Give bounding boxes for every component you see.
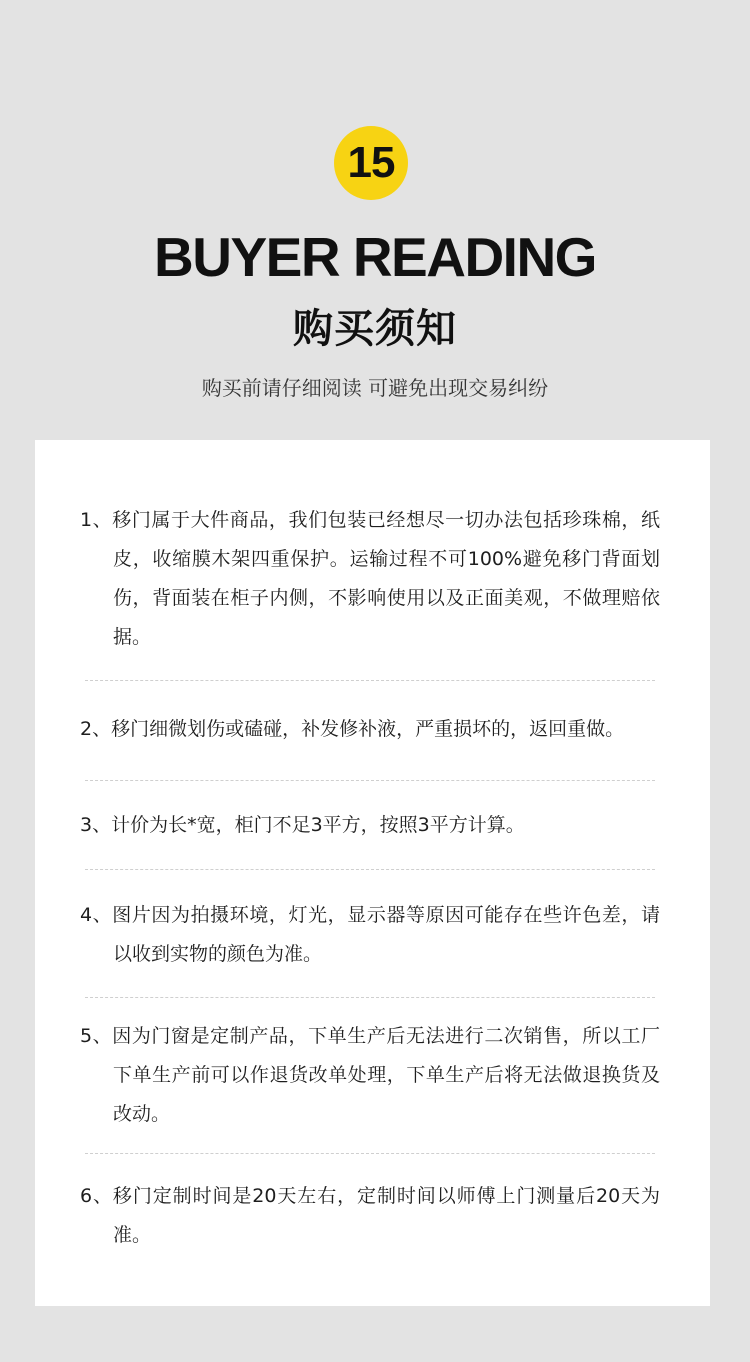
notice-item-2: 2、移门细微划伤或磕碰，补发修补液，严重损坏的，返回重做。 (80, 718, 625, 740)
notice-item-4: 4、图片因为拍摄环境，灯光，显示器等原因可能存在些许色差，请以收到实物的颜色为准。 (80, 904, 660, 965)
section-number-badge (334, 126, 408, 200)
notice-divider (85, 680, 655, 681)
notice-item-6: 6、移门定制时间是20天左右，定制时间以师傅上门测量后20天为准。 (80, 1185, 660, 1246)
notice-card (35, 440, 710, 1306)
notice-divider (85, 780, 655, 781)
notice-divider (85, 869, 655, 870)
notice-divider (85, 1153, 655, 1154)
page-title-chinese: 购买须知 (293, 306, 457, 352)
notice-item-1: 1、移门属于大件商品，我们包装已经想尽一切办法包括珍珠棉，纸皮，收缩膜木架四重保护。运输过程不可100%避免移门背面划伤，背面装在柜子内侧，不影响使用以及正面美观，不做理赔依据。 (80, 509, 660, 648)
section-number: 15 (347, 138, 395, 187)
page-subtitle: 购买前请仔细阅读 可避免出现交易纠纷 (201, 376, 549, 400)
notice-item-5: 5、因为门窗是定制产品，下单生产后无法进行二次销售，所以工厂下单生产前可以作退货改单处理，下单生产后将无法做退换货及改动。 (80, 1025, 660, 1125)
notice-divider (85, 997, 655, 998)
notice-item-3: 3、计价为长*宽，柜门不足3平方，按照3平方计算。 (80, 814, 525, 836)
page-title-english: BUYER READING (154, 226, 596, 288)
